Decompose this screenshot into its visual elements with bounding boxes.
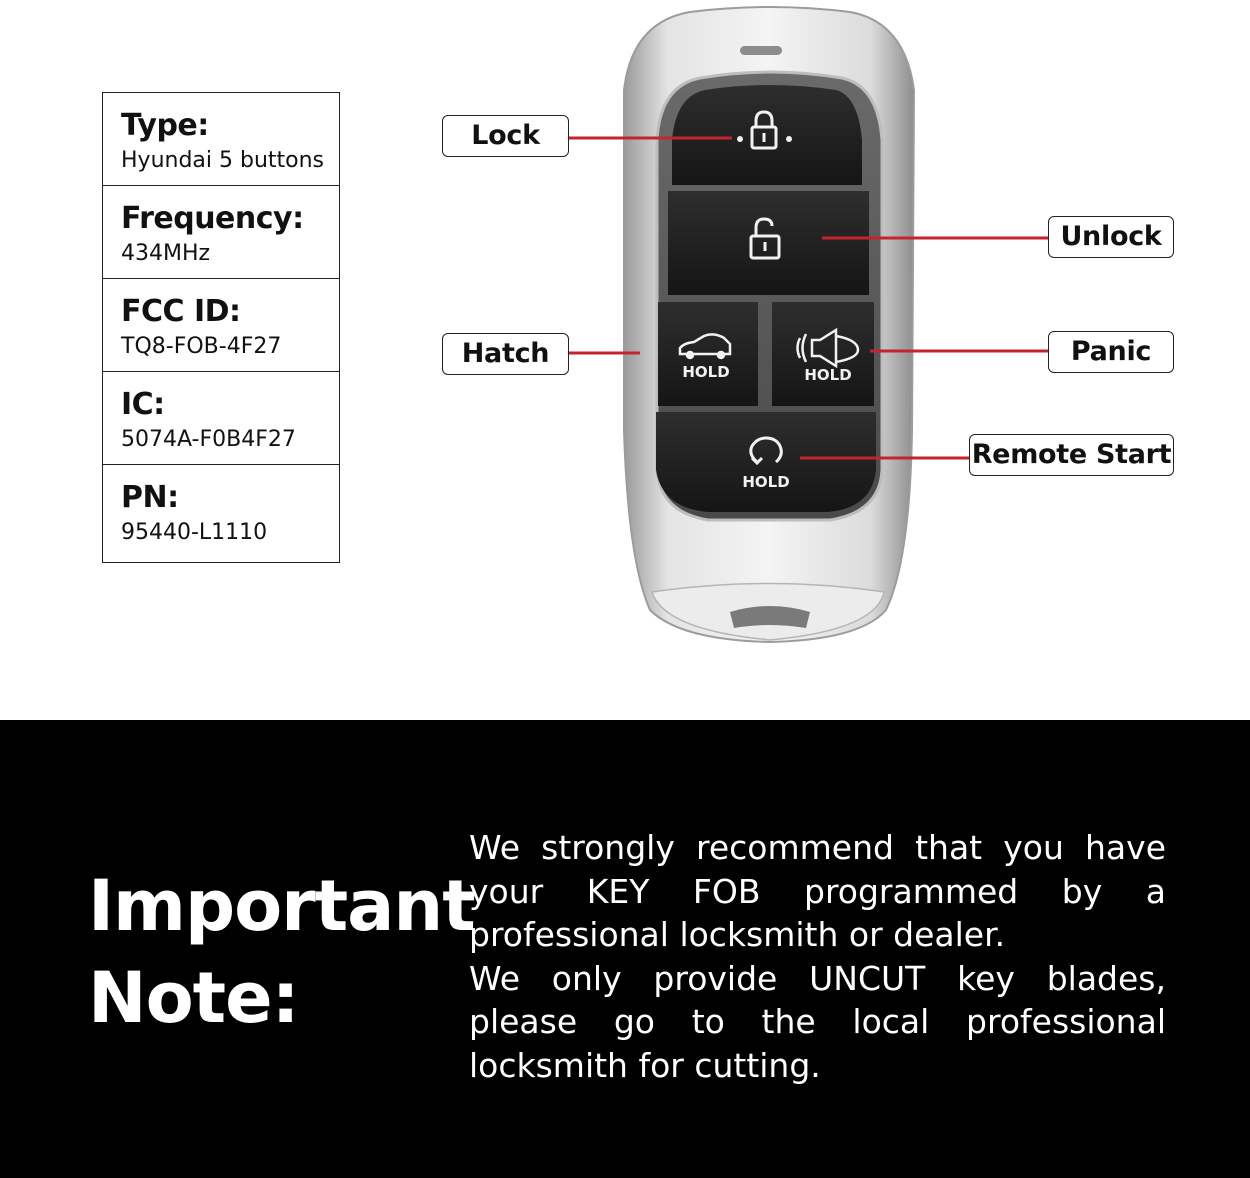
remote-start-button-face [656, 412, 876, 512]
panic-hold-text: HOLD [804, 366, 852, 384]
remote-start-label: Remote Start [969, 434, 1174, 476]
lock-button-face [672, 85, 862, 185]
note-title-line2: Note: [88, 957, 299, 1039]
key-slot [730, 606, 810, 628]
spec-label: IC: [121, 387, 165, 422]
spec-value: Hyundai 5 buttons [121, 148, 325, 173]
spec-label: FCC ID: [121, 294, 241, 329]
note-paragraph-1: We strongly recommend that you have your KEY FOB programmed by a professional locksmith or dealer. [469, 828, 1166, 954]
remote-start-hold-text: HOLD [742, 473, 790, 491]
note-paragraph-2: We only provide UNCUT key blades, please go to the local professional locksmith for cutting. [469, 958, 1166, 1085]
lock-label: Lock [442, 115, 569, 157]
spec-label: Type: [121, 108, 209, 143]
unlock-label: Unlock [1048, 216, 1174, 258]
hatch-label: Hatch [442, 333, 569, 375]
panic-label: Panic [1048, 331, 1174, 373]
note-title-line1: Important [88, 865, 475, 947]
note-body [469, 826, 1166, 1087]
panic-button-face [772, 302, 874, 406]
spec-value: 5074A-F0B4F27 [121, 427, 296, 452]
spec-value: TQ8-FOB-4F27 [121, 334, 282, 359]
spec-value: 95440-L1110 [121, 520, 268, 545]
spec-value: 434MHz [121, 241, 211, 266]
spec-label: Frequency: [121, 201, 304, 236]
note-title [88, 860, 475, 1044]
unlock-button-face [668, 191, 869, 295]
hatch-hold-text: HOLD [682, 363, 730, 381]
spec-label: PN: [121, 480, 179, 515]
led-indicator [740, 46, 782, 55]
